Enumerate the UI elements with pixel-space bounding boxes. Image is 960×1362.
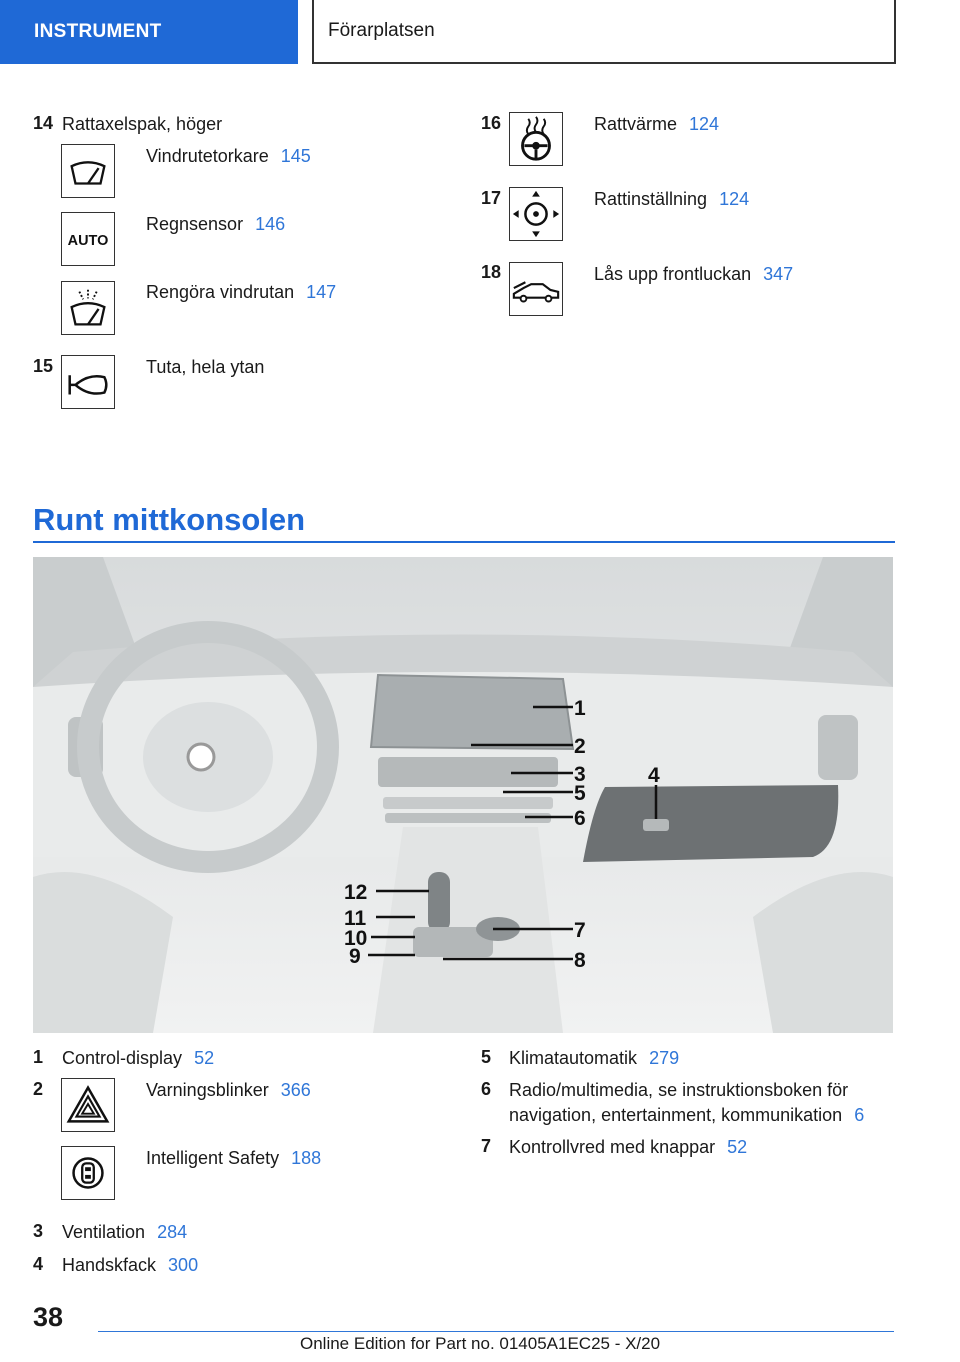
page-reference: 124 <box>689 114 720 134</box>
page-reference: 6 <box>854 1105 865 1125</box>
item-number: 2 <box>33 1079 44 1099</box>
item-number: 3 <box>33 1221 44 1241</box>
item-number: 15 <box>33 356 54 376</box>
item-label: Vindrutetorkare 145 <box>146 146 311 166</box>
item-label: Ventilation 284 <box>62 1222 188 1242</box>
page-reference: 52 <box>194 1048 215 1068</box>
item-number: 7 <box>481 1136 492 1156</box>
item-number: 14 <box>33 113 54 133</box>
item-number: 5 <box>481 1047 492 1067</box>
item-number: 18 <box>481 262 502 282</box>
section-label: INSTRUMENT <box>34 21 162 42</box>
page-reference: 52 <box>727 1137 748 1157</box>
item-label: Tuta, hela ytan <box>146 357 265 377</box>
section-tab <box>0 0 298 64</box>
callout-label: 4 <box>648 764 660 787</box>
item-number: 4 <box>33 1254 44 1274</box>
item-label: Rattaxelspak, höger <box>62 114 223 134</box>
item-number: 16 <box>481 113 502 133</box>
horn-icon <box>61 355 115 409</box>
page-reference: 300 <box>168 1255 199 1275</box>
item-number: 1 <box>33 1047 44 1067</box>
item-label: Control-display 52 <box>62 1048 215 1068</box>
item-label: Rattinställning 124 <box>594 189 750 209</box>
page-reference: 145 <box>280 146 311 166</box>
footer-rule <box>98 1331 894 1332</box>
item-number: 17 <box>481 188 502 208</box>
item-label: Intelligent Safety 188 <box>146 1148 322 1168</box>
item-label: navigation, entertainment, kommunikation 6 <box>509 1105 865 1125</box>
auto-icon <box>61 212 115 266</box>
callout-label: 6 <box>574 807 586 830</box>
item-label: Handskfack 300 <box>62 1255 199 1275</box>
page-reference: 284 <box>157 1222 188 1242</box>
dashboard-illustration <box>33 557 893 1033</box>
section-title: Runt mittkonsolen <box>33 502 306 537</box>
callout-label: 5 <box>574 782 586 805</box>
page-reference: 146 <box>255 214 286 234</box>
item-number: 6 <box>481 1079 492 1099</box>
washer-icon <box>61 281 115 335</box>
page-reference: 124 <box>719 189 750 209</box>
page-reference: 347 <box>763 264 794 284</box>
page-reference: 188 <box>291 1148 322 1168</box>
hazard-warning-icon <box>61 1078 115 1132</box>
callout-label: 1 <box>574 697 586 720</box>
intelligent-safety-icon <box>61 1146 115 1200</box>
callout-label: 3 <box>574 763 586 786</box>
item-label: Rattvärme 124 <box>594 114 720 134</box>
callout-label: 11 <box>344 907 367 930</box>
callout-label: 8 <box>574 949 586 972</box>
steering-heat-icon <box>509 112 563 166</box>
chapter-header <box>312 0 896 64</box>
callout-label: 7 <box>574 919 586 942</box>
item-label: Regnsensor 146 <box>146 214 286 234</box>
callout-label: 12 <box>344 881 368 904</box>
title-rule <box>33 541 895 543</box>
callout-label: 2 <box>574 735 586 758</box>
item-label: Rengöra vindrutan 147 <box>146 282 337 302</box>
item-label: Kontrollvred med knappar 52 <box>509 1137 748 1157</box>
hood-release-icon <box>509 262 563 316</box>
edition-footer: Online Edition for Part no. 01405A1EC25 - X/20 <box>300 1334 661 1353</box>
steering-adjust-icon <box>509 187 563 241</box>
item-label: Lås upp frontluckan 347 <box>594 264 794 284</box>
chapter-label: Förarplatsen <box>328 20 435 41</box>
page-number: 38 <box>33 1302 64 1332</box>
wiper-icon <box>61 144 115 198</box>
auto-icon-text: AUTO <box>67 232 109 249</box>
callout-label: 9 <box>349 945 361 968</box>
item-label: Radio/multimedia, se instruktionsboken för <box>509 1080 849 1100</box>
page-reference: 147 <box>306 282 337 302</box>
item-label: Klimatautomatik 279 <box>509 1048 680 1068</box>
page-reference: 366 <box>280 1080 311 1100</box>
page-reference: 279 <box>649 1048 680 1068</box>
item-label: Varningsblinker 366 <box>146 1080 311 1100</box>
callout-label: 10 <box>344 927 368 950</box>
